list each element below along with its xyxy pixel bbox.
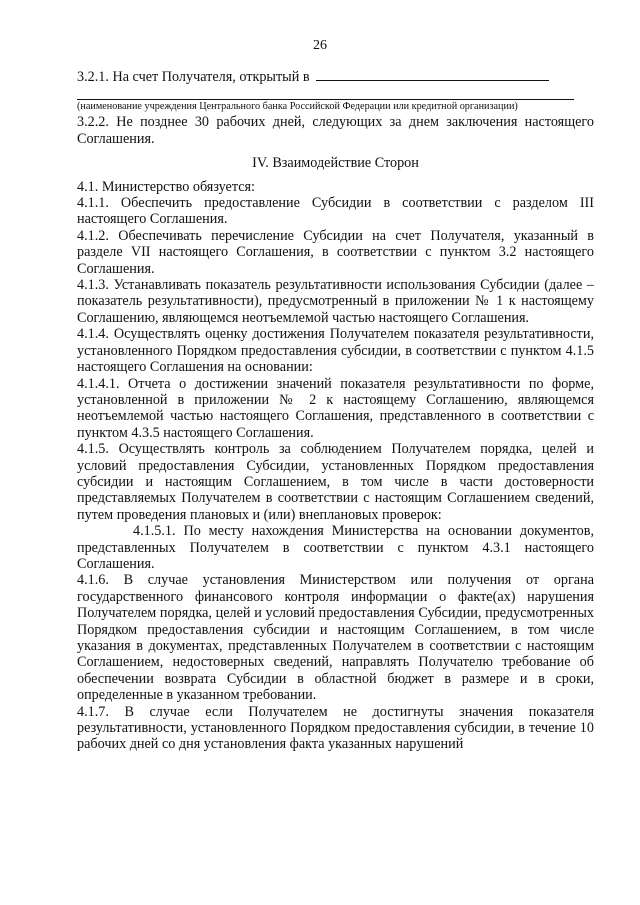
item-3-2-1 — [77, 68, 594, 85]
item-3-2-1-text: 3.2.1. На счет Получателя, открытый в — [77, 69, 310, 85]
section-title: IV. Взаимодействие Сторон — [252, 155, 419, 172]
bank-account-blank — [316, 68, 549, 81]
paragraph-4-1-3: 4.1.3. Устанавливать показатель результативности использования Субсидии (далее – показатель результативности), предусмотренный в приложении № 1 к настоящему Соглашению, являющемся неотъемлемой частью настоящего Соглашения. — [77, 277, 594, 326]
bank-name-blank-line — [77, 85, 574, 100]
paragraph-4-1-4-1: 4.1.4.1. Отчета о достижении значений показателя результативности по форме, установленной в приложении № 2 к настоящему Соглашению, являющемся неотъемлемой частью настоящего Соглашения, представленного в соответствии с пунктом 4.3.5 настоящего Соглашения. — [77, 375, 594, 441]
paragraph-4-1-1: 4.1.1. Обеспечить предоставление Субсидии в соответствии с разделом III настоящего Соглашения. — [77, 195, 594, 228]
bank-name-footnote: (наименование учреждения Центрального банка Российской Федерации или кредитной организации) — [77, 101, 518, 113]
paragraph-4-1-5: 4.1.5. Осуществлять контроль за соблюдением Получателем порядка, целей и условий предоставления Субсидии, установленных Порядком предоставления субсидии и настоящим Соглашением, в том числе в части достоверности представляемых Получателем в соответствии с настоящим Соглашением сведений, путем проведения плановых и (или) внеплановых проверок: — [77, 441, 594, 523]
paragraph-4-1: 4.1. Министерство обязуется: — [77, 178, 255, 195]
paragraph-4-1-4: 4.1.4. Осуществлять оценку достижения Получателем показателя результативности, установленного Порядком предоставления субсидии, в соответствии с пунктом 4.1.5 настоящего Соглашения на основании: — [77, 326, 594, 376]
paragraph-4-1-5-1: 4.1.5.1. По месту нахождения Министерства на основании документов, представленных Получателем в соответствии с пунктом 4.3.1 настоящего Соглашения. — [77, 523, 594, 572]
paragraph-4-1-2: 4.1.2. Обеспечивать перечисление Субсидии на счет Получателя, указанный в разделе VII настоящего Соглашения, в соответствии с пунктом 3.2 настоящего Соглашения. — [77, 227, 594, 277]
document-body — [77, 68, 594, 753]
paragraph-4-1-7: 4.1.7. В случае если Получателем не достигнуты значения показателя результативности, установленного Порядком предоставления субсидии, в течение 10 рабочих дней со дня установления факта указанных нарушений — [77, 703, 594, 753]
paragraph-4-1-6: 4.1.6. В случае установления Министерством или получения от органа государственного финансового контроля информации о факте(ах) нарушения Получателем порядка, целей и условий предоставления Субсидии, предусмотренных Порядком предоставления субсидии и настоящим Соглашением, в том числе указания в документах, представленных Получателем в соответствии с настоящим Соглашением, недостоверных сведений, направлять Получателю требование об обеспечении возврата Субсидии в областной бюджет в размере и в сроки, определенные в указанном требовании. — [77, 572, 594, 704]
page-number: 26 — [313, 38, 327, 53]
item-3-2-2: 3.2.2. Не позднее 30 рабочих дней, следующих за днем заключения настоящего Соглашения. — [77, 114, 594, 147]
